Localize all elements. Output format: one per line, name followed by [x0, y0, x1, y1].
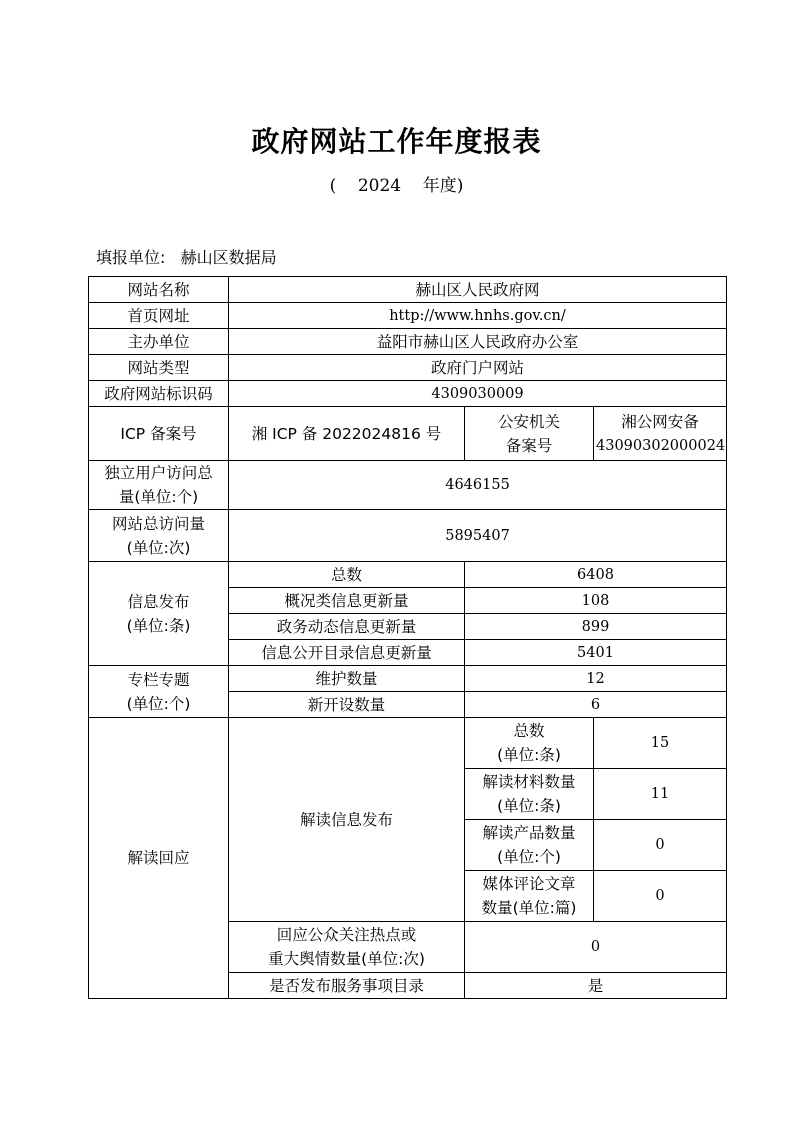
site-type-label: 网站类型	[89, 355, 229, 381]
report-table	[88, 276, 727, 999]
columns-new-value: 6	[465, 692, 727, 718]
interp-product-value: 0	[594, 820, 727, 871]
interpretation-sub-label: 解读信息发布	[229, 718, 465, 922]
table-row	[89, 510, 727, 562]
filing-unit-label: 填报单位:	[96, 248, 166, 267]
interp-total-label: 总数 (单位:条)	[465, 718, 594, 769]
site-id-label: 政府网站标识码	[89, 381, 229, 407]
table-row	[89, 381, 727, 407]
site-type-value: 政府门户网站	[229, 355, 727, 381]
table-row	[89, 407, 727, 461]
police-record-value: 湘公网安备 43090302000024	[594, 407, 727, 461]
news-update-value: 899	[465, 614, 727, 640]
homepage-label: 首页网址	[89, 303, 229, 329]
interpretation-label: 解读回应	[89, 718, 229, 999]
interp-media-label: 媒体评论文章 数量(单位:篇)	[465, 871, 594, 922]
sponsor-value: 益阳市赫山区人民政府办公室	[229, 329, 727, 355]
table-row	[89, 718, 727, 769]
table-row	[89, 303, 727, 329]
interp-total-value: 15	[594, 718, 727, 769]
page-title: 政府网站工作年度报表	[251, 125, 542, 158]
disclosure-update-value: 5401	[465, 640, 727, 666]
police-record-label: 公安机关 备案号	[465, 407, 594, 461]
unique-visitors-label: 独立用户访问总 量(单位:个)	[89, 461, 229, 510]
icp-label: ICP 备案号	[89, 407, 229, 461]
service-catalog-label: 是否发布服务事项目录	[229, 973, 465, 999]
homepage-url: http://www.hnhs.gov.cn/	[229, 303, 727, 329]
response-label: 回应公众关注热点或 重大舆情数量(单位:次)	[229, 922, 465, 973]
disclosure-update-label: 信息公开目录信息更新量	[229, 640, 465, 666]
site-name-label: 网站名称	[89, 277, 229, 303]
news-update-label: 政务动态信息更新量	[229, 614, 465, 640]
info-publish-label: 信息发布 (单位:条)	[89, 562, 229, 666]
interp-material-label: 解读材料数量 (单位:条)	[465, 769, 594, 820]
table-row	[89, 666, 727, 692]
total-visits-value: 5895407	[229, 510, 727, 562]
icp-value: 湘 ICP 备 2022024816 号	[229, 407, 465, 461]
table-row	[89, 329, 727, 355]
columns-maintained-label: 维护数量	[229, 666, 465, 692]
overview-update-label: 概况类信息更新量	[229, 588, 465, 614]
columns-label: 专栏专题 (单位:个)	[89, 666, 229, 718]
site-id-value: 4309030009	[229, 381, 727, 407]
columns-new-label: 新开设数量	[229, 692, 465, 718]
total-visits-label: 网站总访问量 (单位:次)	[89, 510, 229, 562]
info-total-value: 6408	[465, 562, 727, 588]
response-value: 0	[465, 922, 727, 973]
site-name-value: 赫山区人民政府网	[229, 277, 727, 303]
columns-maintained-value: 12	[465, 666, 727, 692]
table-row	[89, 562, 727, 588]
service-catalog-value: 是	[465, 973, 727, 999]
overview-update-value: 108	[465, 588, 727, 614]
sponsor-label: 主办单位	[89, 329, 229, 355]
interp-material-value: 11	[594, 769, 727, 820]
table-row	[89, 355, 727, 381]
table-row	[89, 461, 727, 510]
filing-unit-line	[96, 245, 277, 268]
info-total-label: 总数	[229, 562, 465, 588]
interp-media-value: 0	[594, 871, 727, 922]
report-year: ( 2024 年度)	[329, 176, 464, 196]
filing-unit-value: 赫山区数据局	[180, 248, 277, 267]
unique-visitors-value: 4646155	[229, 461, 727, 510]
table-row	[89, 277, 727, 303]
interp-product-label: 解读产品数量 (单位:个)	[465, 820, 594, 871]
